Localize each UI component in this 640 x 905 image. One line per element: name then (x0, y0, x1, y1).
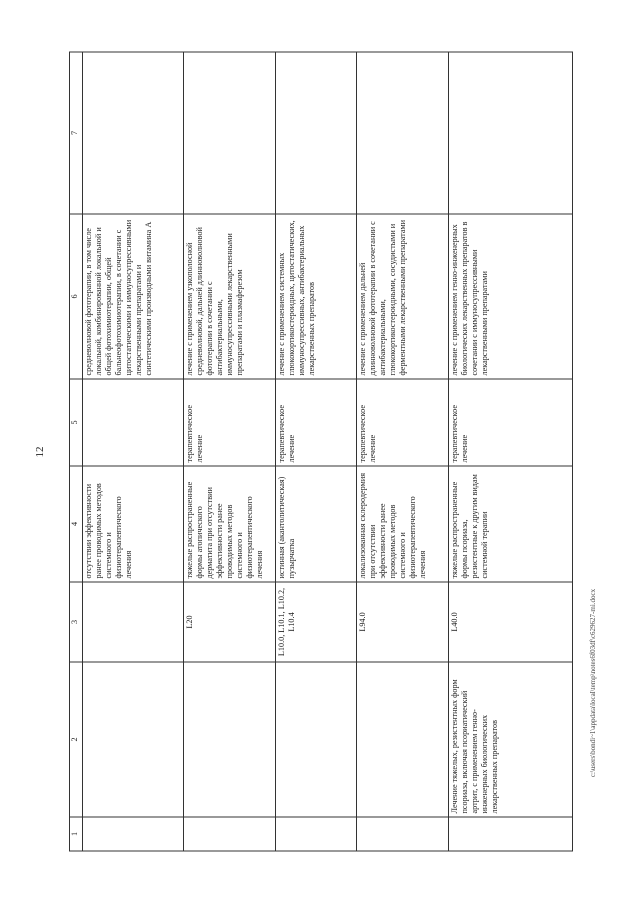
cell-number (184, 817, 276, 851)
table-row (276, 52, 357, 851)
footer-file-path: c:\users\bondi~1\appdata\local\temp\notes6f03df\c629627-mi.docx (589, 588, 597, 778)
header-cell-6: 6 (70, 214, 83, 379)
header-cell-5: 5 (70, 379, 83, 466)
cell-care-type (357, 662, 449, 817)
header-cell-4: 4 (70, 466, 83, 582)
cell-extra (83, 52, 184, 214)
cell-treatment-type: терапевтическое лечение (276, 379, 357, 466)
cell-number (83, 817, 184, 851)
rotated-table-container (69, 53, 571, 852)
cell-treatment-type: терапевтическое лечение (357, 379, 449, 466)
cell-care-type: Лечение тяжелых, резистентных форм псориаза, включая псориатический артрит, с применением генно-инженерных биологических лекарственных препаратов (449, 662, 573, 817)
cell-care-type (184, 662, 276, 817)
table-row (449, 52, 573, 851)
table-row (83, 52, 184, 851)
cell-icd-code: L20 (184, 582, 276, 662)
cell-treatment-type: терапевтическое лечение (449, 379, 573, 466)
treatment-table (69, 52, 573, 852)
cell-method: средневолновой фототерапии, в том числе локальной, комбинированной локальной и общей фотохимиотерапии, общей бальнеофотохимиотерапии, в сочетании с цитостатическими и иммуносупрессивными лекарственными препаратами и синтетическими производными витамина A (83, 214, 184, 379)
cell-number (449, 817, 573, 851)
table-row (184, 52, 276, 851)
cell-extra (184, 52, 276, 214)
cell-diagnosis: локализованная склеродермия при отсутствии эффективности ранее проводимых методов системного и физиотерапевтического лечения (357, 466, 449, 582)
cell-diagnosis: истинная (акантолитическая) пузырчатка (276, 466, 357, 582)
cell-diagnosis: тяжелые распространенные формы псориаза, резистентные к другим видам системной терапии (449, 466, 573, 582)
cell-icd-code: L10.0, L10.1, L10.2, L10.4 (276, 582, 357, 662)
cell-treatment-type (83, 379, 184, 466)
header-cell-3: 3 (70, 582, 83, 662)
header-cell-2: 2 (70, 662, 83, 817)
cell-method: лечение с применением узкополосной средневолновой, дальней длинноволновой фототерапии в сочетании с антибактериальными, иммуносупрессивными лекарственными препаратами и плазмаферезом (184, 214, 276, 379)
cell-extra (449, 52, 573, 214)
cell-icd-code (83, 582, 184, 662)
page-number: 12 (34, 446, 46, 458)
header-row (70, 52, 83, 851)
cell-number (357, 817, 449, 851)
cell-care-type (83, 662, 184, 817)
cell-method: лечение с применением генно-инженерных биологических лекарственных препаратов в сочетании с иммуносупрессивными лекарственными препаратами (449, 214, 573, 379)
cell-extra (357, 52, 449, 214)
header-cell-7: 7 (70, 52, 83, 214)
cell-treatment-type: терапевтическое лечение (184, 379, 276, 466)
table-row (357, 52, 449, 851)
cell-method: лечение с применением системных глюкокортикостероидных, цитостатических, иммуносупрессивных, антибактериальных лекарственных препаратов (276, 214, 357, 379)
header-cell-1: 1 (70, 817, 83, 851)
cell-care-type (276, 662, 357, 817)
cell-diagnosis: отсутствии эффективности ранее проводимых методов системного и физиотерапевтического лечения (83, 466, 184, 582)
cell-icd-code: L94.0 (357, 582, 449, 662)
cell-icd-code: L40.0 (449, 582, 573, 662)
cell-extra (276, 52, 357, 214)
cell-diagnosis: тяжелые распространенные формы атопического дерматита при отсутствии эффективности ранее проводимых методов системного и физиотерапевтического лечения (184, 466, 276, 582)
cell-number (276, 817, 357, 851)
cell-method: лечение с применением дальней длинноволновой фототерапии в сочетании с антибактериальными, глюкокортикостероидными, сосудистыми и ферментными лекарственными препаратами (357, 214, 449, 379)
